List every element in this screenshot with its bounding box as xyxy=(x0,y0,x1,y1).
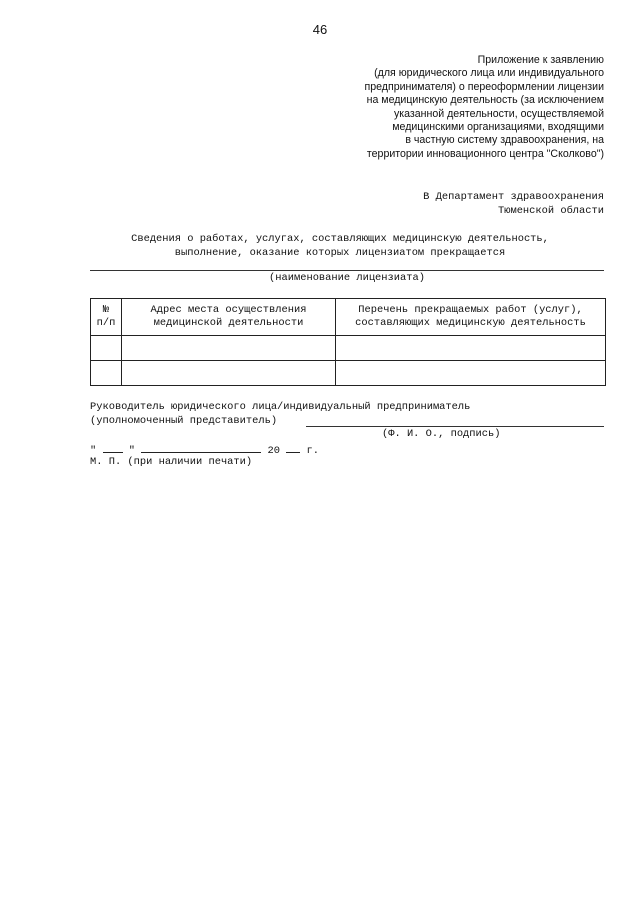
table-cell[interactable] xyxy=(122,361,336,386)
appendix-line: предпринимателя) о переоформлении лицензии xyxy=(364,80,604,93)
table-cell[interactable] xyxy=(91,336,122,361)
works-table xyxy=(90,298,606,386)
appendix-line: на медицинскую деятельность (за исключением xyxy=(366,94,604,107)
appendix-line: указанной деятельности, осуществляемой xyxy=(393,107,604,120)
signature-block xyxy=(90,400,610,428)
header-number: № п/п xyxy=(91,299,122,336)
year-field[interactable] xyxy=(286,442,300,453)
form-intro xyxy=(0,232,640,260)
signature-field-line[interactable] xyxy=(306,426,604,427)
fio-caption: (Ф. И. О., подпись) xyxy=(382,428,501,440)
day-field[interactable] xyxy=(103,442,123,453)
year-suffix: г. xyxy=(306,445,319,457)
table-cell[interactable] xyxy=(122,336,336,361)
licensee-caption: (наименование лицензиата) xyxy=(269,272,425,284)
table-row xyxy=(91,361,606,386)
table-cell[interactable] xyxy=(336,361,606,386)
intro-line-1: Сведения о работах, услугах, составляющих медицинскую деятельность, xyxy=(131,233,549,245)
table-row xyxy=(91,336,606,361)
intro-line-2: выполнение, оказание которых лицензиатом прекращается xyxy=(174,247,506,259)
page-number: 46 xyxy=(312,22,328,37)
stamp-note: М. П. (при наличии печати) xyxy=(90,456,253,468)
appendix-line: территории инновационного центра "Сколково") xyxy=(366,147,604,160)
table-header-row xyxy=(91,299,606,336)
appendix-line: Приложение к заявлению xyxy=(477,54,604,66)
date-quote-close: " xyxy=(128,445,135,457)
month-field[interactable] xyxy=(141,442,261,453)
year-prefix: 20 xyxy=(267,445,280,457)
date-quote-open: " xyxy=(90,445,97,457)
signature-line-2: (уполномоченный представитель) xyxy=(90,415,278,427)
appendix-line: в частную систему здравоохранения, на xyxy=(405,134,604,147)
table-cell[interactable] xyxy=(91,361,122,386)
addressee-line-2: Тюменской области xyxy=(497,205,604,217)
addressee-line-1: В Департамент здравоохранения xyxy=(423,191,604,203)
licensee-name-line[interactable] xyxy=(90,270,604,271)
appendix-note xyxy=(304,54,604,161)
header-address: Адрес места осуществления медицинской деятельности xyxy=(122,299,336,336)
table-cell[interactable] xyxy=(336,336,606,361)
appendix-line: медицинскими организациями, входящими xyxy=(392,121,604,134)
appendix-line: (для юридического лица или индивидуального xyxy=(374,67,604,80)
header-works-list: Перечень прекращаемых работ (услуг), составляющих медицинскую деятельность xyxy=(336,299,606,336)
signature-line-1: Руководитель юридического лица/индивидуальный предприниматель xyxy=(90,401,471,413)
date-line xyxy=(90,442,319,457)
addressee xyxy=(423,190,604,218)
